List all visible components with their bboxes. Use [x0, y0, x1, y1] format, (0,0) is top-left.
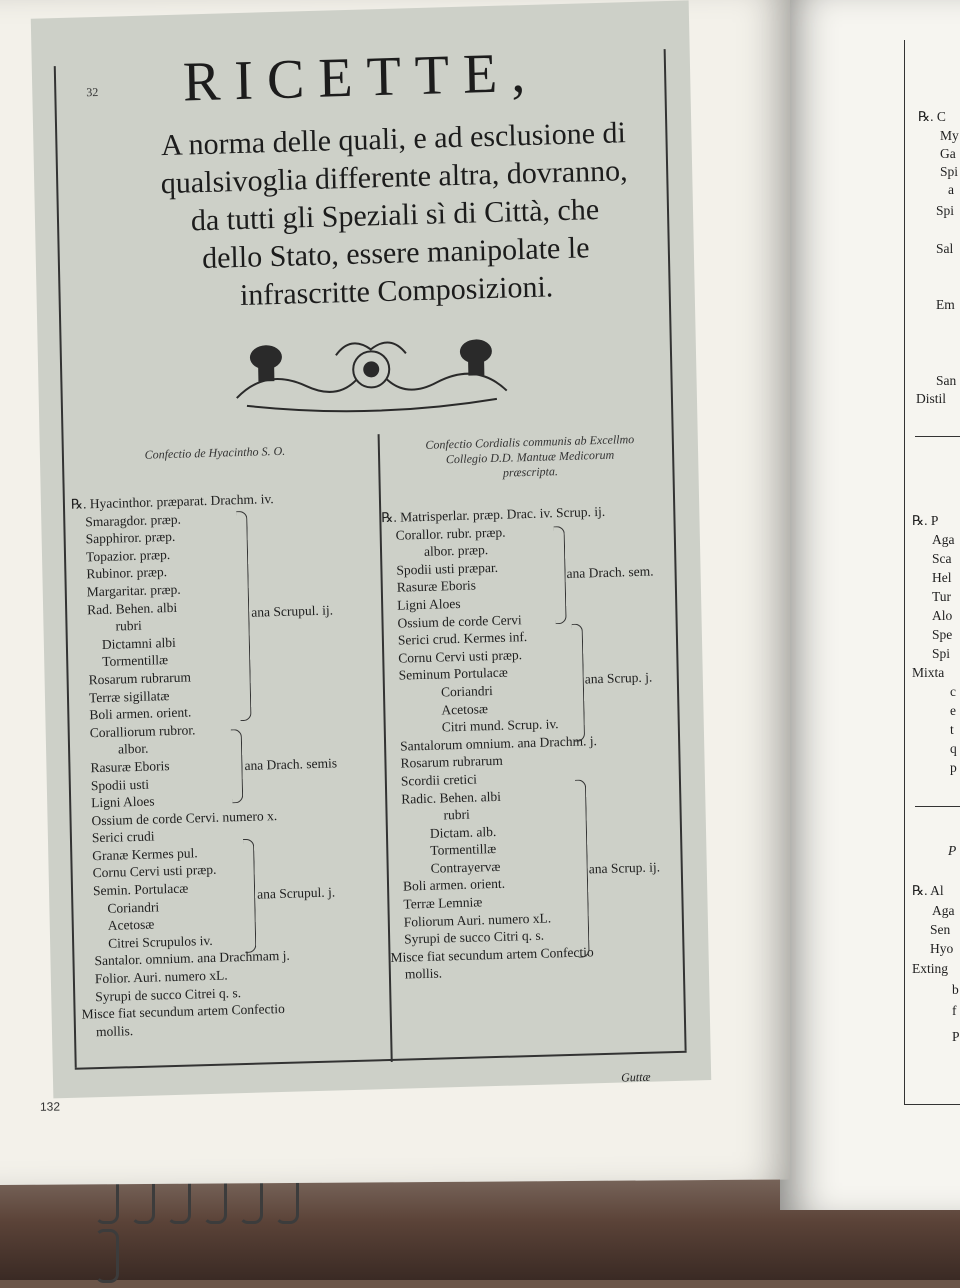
- heading-line: Collegio D.D. Mantuæ Medicorum: [445, 447, 615, 467]
- heading-line: præscripta.: [502, 464, 559, 480]
- ana-label: ana Scrupul. j.: [257, 884, 336, 902]
- brace-icon: [231, 729, 244, 803]
- ana-label: ana Drach. semis: [244, 755, 338, 773]
- ana-label: ana Scrup. j.: [584, 669, 653, 687]
- recipe-line: Margaritar. præp.: [86, 581, 181, 600]
- subtitle-line: A norma delle quali, e ad esclusione di: [160, 116, 627, 163]
- recipe-line: mollis.: [95, 1022, 134, 1040]
- recipe-line: Terræ Lemniæ: [403, 894, 483, 912]
- brace-icon: [554, 526, 567, 624]
- right-page-frame: [904, 40, 905, 1105]
- recipe-line: Misce fiat secundum artem Confectio: [81, 1001, 285, 1022]
- recipe-line: Ligni Aloes: [397, 595, 461, 613]
- page-subtitle: [83, 112, 707, 319]
- fragment-line: Hyo: [930, 941, 954, 956]
- recipe-line: Citri mund. Scrup. iv.: [441, 716, 559, 735]
- recipe-line: Spodii usti præpar.: [396, 559, 499, 578]
- recipe-line: Tormentillæ: [430, 841, 497, 859]
- fragment-rule: [915, 806, 960, 807]
- recipe-line: Foliorum Auri. numero xL.: [403, 910, 552, 930]
- fragment-line: P: [952, 1029, 960, 1044]
- recipe-line: Citrei Scrupulos iv.: [107, 932, 213, 951]
- ana-label: ana Drach. sem.: [566, 563, 654, 581]
- recipe-line: Rasuræ Eboris: [90, 757, 170, 776]
- fragment-line: ℞. C: [918, 109, 946, 124]
- fragment-line: Tur: [932, 589, 952, 604]
- fragment-line: b: [952, 982, 959, 997]
- recipe-line: Santalor. omnium. ana Drachmam j.: [94, 948, 290, 969]
- recipe-line: Coriandri: [107, 899, 160, 916]
- recipe-line: Dictamni albi: [101, 634, 176, 652]
- recipe-line: Serici crudi: [91, 828, 155, 846]
- subtitle-line: dello Stato, essere manipolate le: [201, 231, 590, 276]
- recipe-line: Tormentillæ: [102, 652, 169, 670]
- recipe-line: Syrupi de succo Citri q. s.: [404, 927, 545, 947]
- fragment-line: Distil: [916, 391, 947, 406]
- fragment-line: Hel: [932, 570, 952, 585]
- recipe-line: Ligni Aloes: [91, 793, 155, 811]
- fragment-line: Sca: [932, 551, 952, 566]
- recipe-line: Seminum Portulacæ: [398, 664, 508, 684]
- recipe-line: Ossium de corde Cervi. numero x.: [91, 807, 278, 828]
- plate-page-number: 32: [86, 84, 99, 100]
- right-recipe-heading: [385, 431, 676, 484]
- recipe-line: albor. præp.: [423, 542, 489, 560]
- fragment-line: q: [950, 741, 957, 756]
- recipe-line: mollis.: [404, 965, 443, 982]
- recipe-line: Boli armen. orient.: [89, 704, 192, 723]
- recipe-line: Cornu Cervi usti præp.: [398, 646, 523, 666]
- recipe-line: Terræ sigillatæ: [88, 687, 170, 705]
- recipe-line: Semin. Portulacæ: [92, 880, 189, 899]
- recipe-line: Sapphiror. præp.: [85, 529, 176, 547]
- fragment-line: Mixta: [912, 665, 945, 680]
- recipe-line: Contrayervæ: [430, 858, 501, 876]
- brace-icon: [243, 839, 256, 953]
- fragment-line: Spi: [940, 164, 959, 179]
- fragment-line: Em: [936, 297, 955, 312]
- recipe-line: Radic. Behen. albi: [401, 788, 502, 807]
- recipe-line: Smaragdor. præp.: [85, 511, 182, 529]
- fragment-line: San: [936, 373, 957, 388]
- book-page-number: 132: [40, 1099, 61, 1114]
- subtitle-line: da tutti gli Speziali sì di Città, che: [190, 192, 600, 238]
- recipe-line: Misce fiat secundum artem Confectio: [390, 944, 594, 965]
- right-page-bottom-rule: [904, 1104, 960, 1105]
- fragment-line: Alo: [932, 608, 953, 623]
- recipe-line: Rasuræ Eboris: [396, 577, 477, 596]
- fragment-line: ℞. Al: [912, 883, 944, 898]
- fragment-line: t: [950, 722, 954, 737]
- fragment-line: Sal: [936, 241, 954, 256]
- fragment-line: Sen: [930, 922, 951, 937]
- recipe-line: Folior. Auri. numero xL.: [94, 967, 228, 987]
- ana-label: ana Scrup. ij.: [588, 859, 661, 877]
- recipe-line: rubri: [115, 617, 142, 634]
- heading-line: Confectio Cordialis communis ab Excellmo: [425, 432, 635, 452]
- recipe-line: Granæ Kermes pul.: [92, 845, 198, 864]
- recipe-line: Spodii usti: [90, 776, 150, 793]
- fragment-line: Spe: [932, 627, 953, 642]
- recipe-line: Serici crud. Kermes inf.: [397, 629, 528, 648]
- recipe-line: Rad. Behen. albi: [86, 599, 178, 617]
- recipe-line: Rosarum rubrarum: [400, 753, 503, 771]
- recipe-line: Ossium de corde Cervi: [397, 611, 522, 631]
- recipe-line: Rosarum rubrarum: [88, 669, 192, 688]
- fragment-line: Aga: [932, 532, 955, 547]
- recipe-line: albor.: [117, 740, 149, 757]
- left-recipe-heading: Confectio de Hyacintho S. O.: [144, 443, 286, 462]
- recipe-line: Scordii cretici: [400, 771, 478, 789]
- fragment-line: Spi: [936, 203, 955, 218]
- recipe-line: Topazior. præp.: [85, 546, 171, 565]
- fragment-line: a: [948, 182, 954, 197]
- fragment-line: My: [940, 128, 959, 143]
- page-title: RICETTE,: [182, 41, 540, 114]
- recipe-line: Santalorum omnium. ana Drachm. j.: [399, 732, 598, 754]
- recipe-line: Cornu Cervi usti præp.: [92, 862, 217, 881]
- fragment-line: f: [952, 1003, 957, 1018]
- fragment-line: ℞. P: [912, 513, 939, 528]
- recipe-line: ℞. Matrisperlar. præp. Drac. iv. Scrup. ij.: [381, 503, 606, 526]
- fragment-line: Exting: [912, 961, 948, 976]
- recipe-line: Corallor. rubr. præp.: [395, 524, 506, 543]
- recipe-line: Coralliorum rubror.: [89, 722, 196, 741]
- recipe-line: Syrupi de succo Citrei q. s.: [95, 984, 242, 1004]
- recipe-line: Coriandri: [440, 682, 493, 700]
- fragment-heading: P: [948, 843, 957, 858]
- subtitle-line: infrascritte Composizioni.: [239, 270, 554, 313]
- ornament-vignette-icon: [225, 320, 517, 418]
- facsimile-plate: [31, 0, 711, 1098]
- ana-label: ana Scrupul. ij.: [251, 602, 334, 620]
- fragment-line: e: [950, 703, 956, 718]
- fragment-line: Ga: [940, 146, 956, 161]
- recipe-line: ℞. Hyacinthor. præparat. Drachm. iv.: [70, 491, 274, 512]
- recipe-line: Rubinor. præp.: [86, 564, 168, 582]
- subtitle-line: qualsivoglia differente altra, dovranno,: [160, 154, 628, 201]
- recipe-line: Dictam. alb.: [429, 823, 497, 841]
- fragment-rule: [915, 436, 960, 437]
- recipe-line: Acetosæ: [107, 916, 155, 934]
- recipe-line: rubri: [443, 806, 470, 823]
- recipe-line: Acetosæ: [441, 700, 489, 718]
- fragment-line: c: [950, 684, 956, 699]
- fragment-line: Aga: [932, 903, 955, 918]
- fragment-line: Spi: [932, 646, 951, 661]
- fragment-line: p: [950, 760, 957, 775]
- catchword: Guttæ: [621, 1069, 651, 1085]
- recipe-line: Boli armen. orient.: [402, 876, 506, 895]
